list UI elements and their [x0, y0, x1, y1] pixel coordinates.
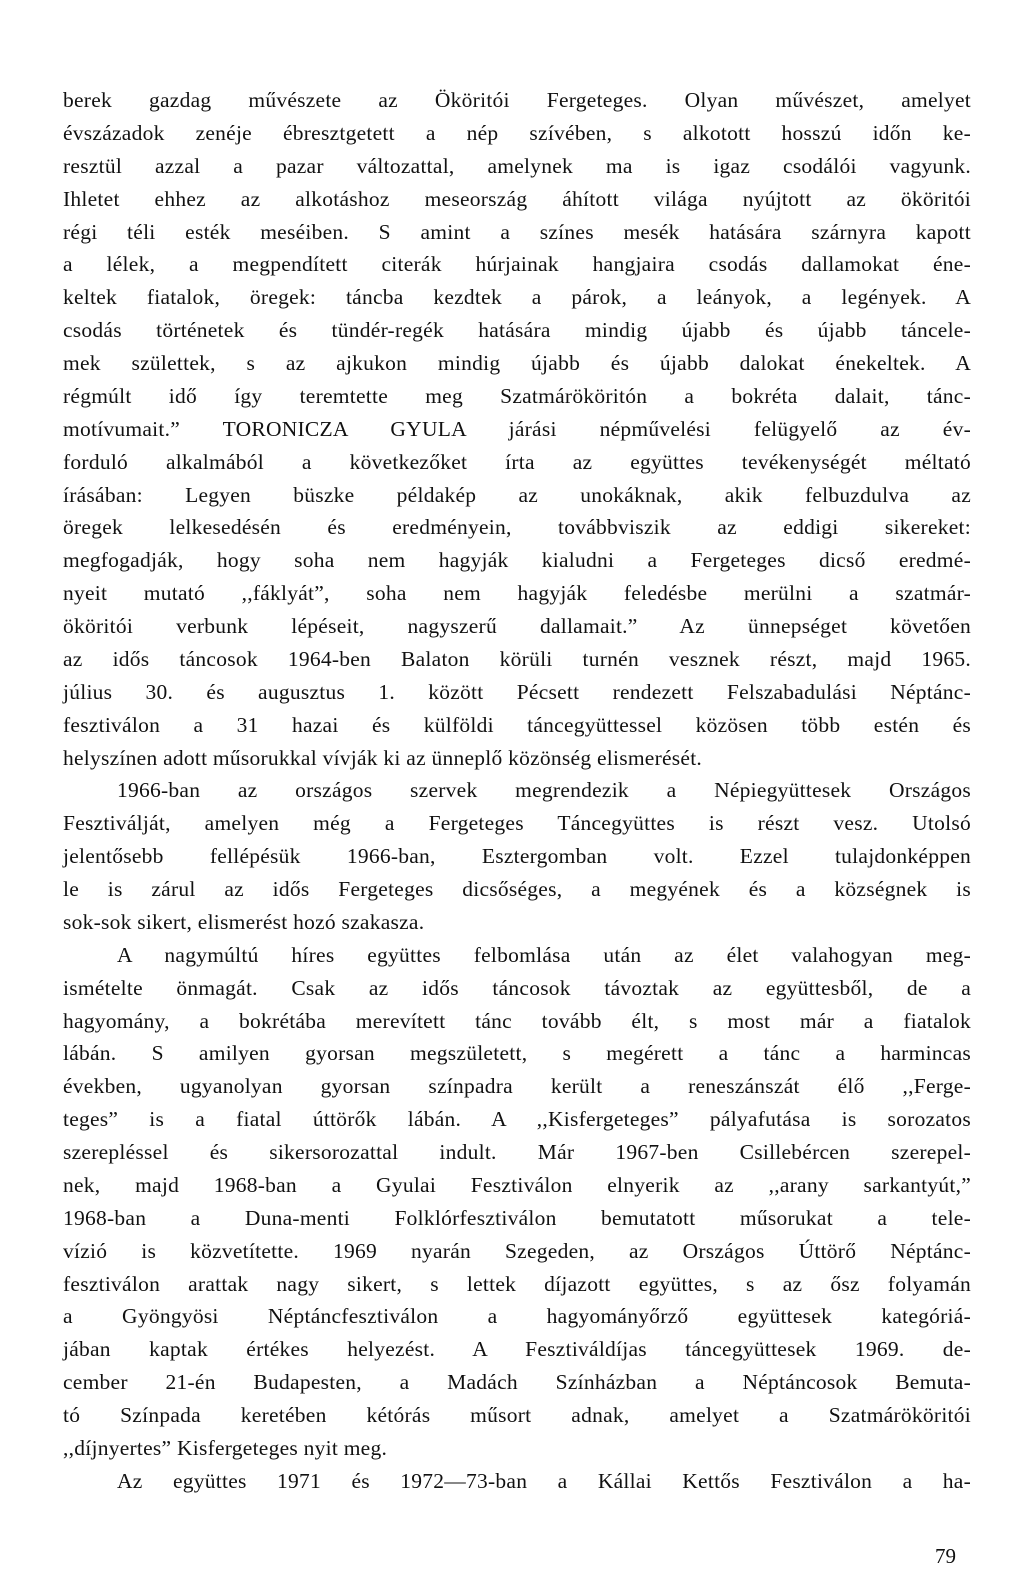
- text-line: vízió is közvetítette. 1969 nyarán Szegeden, az Országos Úttörő Néptánc-: [63, 1238, 971, 1263]
- text-line: régi téli esték meséiben. S amint a színes mesék hatására szárnyra kapott: [63, 219, 971, 244]
- text-line: motívumait.” TORONICZA GYULA járási népművelési felügyelő az év-: [63, 416, 971, 441]
- text-line: csodás történetek és tündér-regék hatására mindig újabb és újabb táncele-: [63, 318, 971, 343]
- text-line: régmúlt idő így teremtette meg Szatmárököritón a bokréta dalait, tánc-: [63, 383, 971, 408]
- text-line: 1968-ban a Duna-menti Folklórfesztiválon bemutatott műsorukat a tele-: [63, 1205, 971, 1230]
- text-line: július 30. és augusztus 1. között Pécsett rendezett Felszabadulási Néptánc-: [63, 679, 971, 704]
- text-line: lábán. S amilyen gyorsan megszületett, s megérett a tánc a harmincas: [63, 1041, 971, 1066]
- text-line: öregek lelkesedésén és eredményein, továbbviszik az eddigi sikereket:: [63, 515, 971, 540]
- text-line: jában kaptak értékes helyezést. A Fesztiváldíjas táncegyüttesek 1969. de-: [63, 1337, 971, 1362]
- body-text: [63, 84, 971, 1498]
- text-line: A nagymúltú híres együttes felbomlása után az élet valahogyan meg-: [117, 942, 971, 967]
- text-line: Fesztiválját, amelyen még a Fergeteges Táncegyüttes is részt vesz. Utolsó: [63, 811, 971, 836]
- text-line: évszázadok zenéje ébresztgetett a nép szívében, s alkotott hosszú időn ke-: [63, 120, 971, 145]
- text-line: 1966-ban az országos szervek megrendezik a Népiegyüttesek Országos: [117, 778, 971, 803]
- page-number: 79: [935, 1544, 956, 1568]
- text-line: tó Színpada keretében kétórás műsort adnak, amelyet a Szatmárököritói: [63, 1403, 971, 1427]
- text-line: helyszínen adott műsorukkal vívják ki az ünneplő közönség elismerését.: [63, 745, 703, 770]
- text-line: Az együttes 1971 és 1972—73-ban a Kállai Kettős Fesztiválon a ha-: [117, 1468, 971, 1493]
- text-line: nyeit mutató ,,fáklyát”, soha nem hagyják feledésbe merülni a szatmár-: [63, 581, 971, 606]
- text-line: sok-sok sikert, elismerést hozó szakasza.: [63, 909, 425, 934]
- text-line: években, ugyanolyan gyorsan színpadra került a reneszánszát élő ,,Ferge-: [63, 1074, 971, 1099]
- text-line: a Gyöngyösi Néptáncfesztiválon a hagyományőrző együttesek kategóriá-: [63, 1304, 971, 1329]
- text-line: keltek fiatalok, öregek: táncba kezdtek a párok, a leányok, a legények. A: [63, 285, 971, 310]
- text-line: ,,díjnyertes” Kisfergeteges nyit meg.: [63, 1435, 388, 1460]
- text-line: berek gazdag művészete az Ököritói Fergeteges. Olyan művészet, amelyet: [63, 88, 971, 112]
- text-line: forduló alkalmából a következőket írta az együttes tevékenységét méltató: [63, 449, 971, 474]
- text-line: a lélek, a megpendített citerák húrjainak hangjaira csodás dallamokat éne-: [63, 252, 971, 277]
- text-line: megfogadják, hogy soha nem hagyják kialudni a Fergeteges dicső eredmé-: [63, 548, 971, 573]
- text-line: hagyomány, a bokrétába merevített tánc tovább élt, s most már a fiatalok: [63, 1008, 971, 1033]
- text-line: le is zárul az idős Fergeteges dicsőséges, a megyének és a községnek is: [63, 877, 971, 901]
- text-line: resztül azzal a pazar változattal, amelynek ma is igaz csodálói vagyunk.: [63, 153, 971, 178]
- text-line: ismételte önmagát. Csak az idős táncosok távoztak az együttesből, de a: [63, 975, 971, 1000]
- text-line: írásában: Legyen büszke példakép az unokáknak, akik felbuzdulva az: [63, 482, 971, 507]
- text-line: fesztiválon a 31 hazai és külföldi táncegyüttessel közösen több estén és: [63, 712, 971, 737]
- text-line: szerepléssel és sikersorozattal indult. Már 1967-ben Csillebércen szerepel-: [63, 1140, 971, 1164]
- text-line: teges” is a fiatal úttörők lábán. A ,,Kisfergeteges” pályafutása is sorozatos: [63, 1107, 971, 1132]
- text-line: cember 21-én Budapesten, a Madách Színházban a Néptáncosok Bemuta-: [63, 1370, 971, 1395]
- text-line: fesztiválon arattak nagy sikert, s lettek díjazott együttes, s az ősz folyamán: [63, 1271, 971, 1296]
- text-line: nek, majd 1968-ban a Gyulai Fesztiválon elnyerik az ,,arany sarkantyút,”: [63, 1172, 971, 1197]
- text-line: jelentősebb fellépésük 1966-ban, Esztergomban volt. Ezzel tulajdonképpen: [63, 844, 971, 869]
- text-line: ököritói verbunk lépéseit, nagyszerű dallamait.” Az ünnepséget követően: [63, 614, 971, 638]
- text-line: Ihletet ehhez az alkotáshoz meseország áhított világa nyújtott az ököritói: [63, 186, 971, 211]
- text-line: az idős táncosok 1964-ben Balaton körüli turnén vesznek részt, majd 1965.: [63, 646, 971, 671]
- text-line: mek születtek, s az ajkukon mindig újabb és újabb dalokat énekeltek. A: [63, 351, 971, 375]
